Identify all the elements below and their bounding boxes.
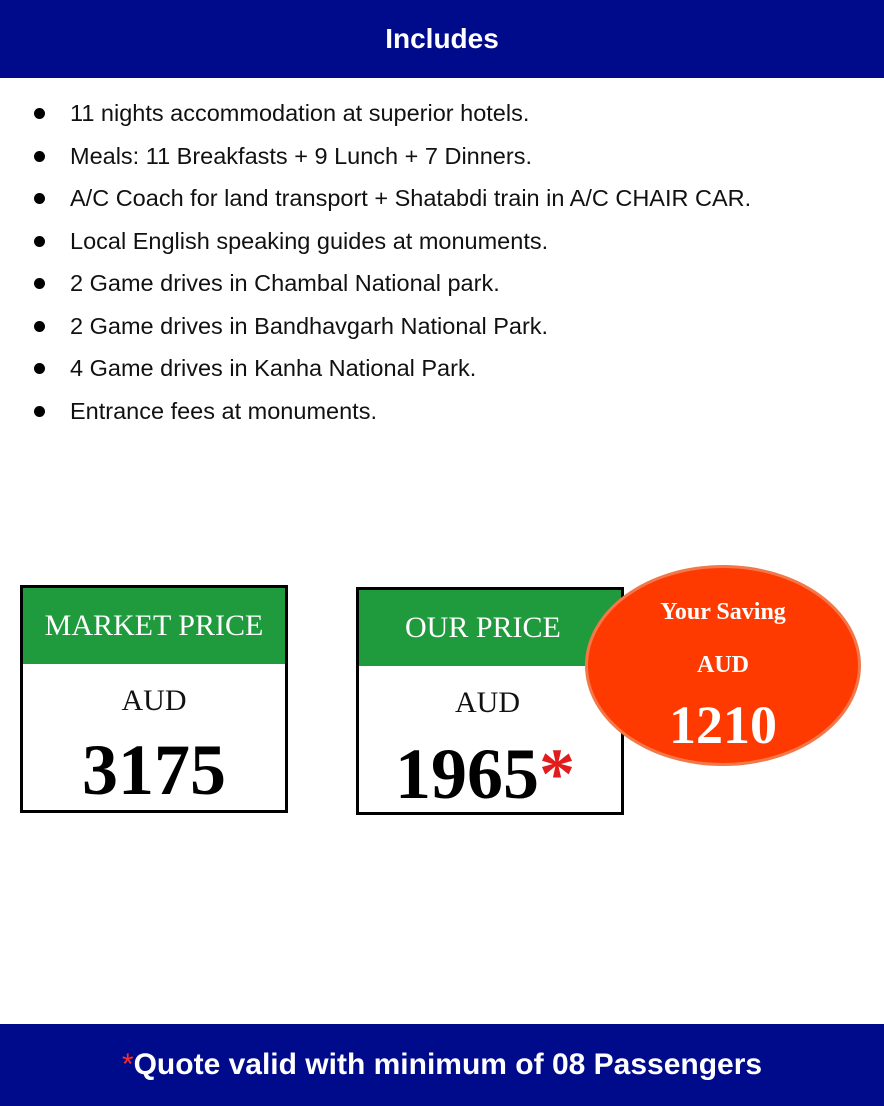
bullet-icon [34,236,45,247]
list-item-text: 2 Game drives in Bandhavgarh National Park. [70,312,549,339]
market-price-amount: 3175 [82,730,226,810]
list-item [0,305,884,348]
bullet-icon [34,151,45,162]
asterisk-marker: * [539,734,575,814]
our-price-amount: 1965 [395,734,539,814]
bullet-icon [34,321,45,332]
saving-label: Your Saving [660,599,786,625]
market-price-currency: AUD [121,684,187,717]
saving-amount: 1210 [669,695,777,755]
our-price-label: OUR PRICE [359,590,621,666]
saving-currency: AUD [697,652,749,678]
list-item-text: 2 Game drives in Chambal National park. [70,270,500,296]
list-item-text: Local English speaking guides at monuments. [70,227,549,254]
bullet-icon [34,108,45,119]
footer-note: Quote valid with minimum of 08 Passengers [133,1048,763,1081]
bullet-icon [34,278,45,289]
list-item-text: A/C Coach for land transport + Shatabdi train in A/C CHAIR CAR. [70,185,752,211]
list-item [0,347,884,390]
list-item [0,177,884,220]
list-item-text: Meals: 11 Breakfasts + 9 Lunch + 7 Dinners. [70,142,532,169]
includes-header [0,0,884,78]
saving-badge [585,565,861,766]
includes-list [0,92,884,432]
list-item [0,390,884,433]
list-item [0,262,884,305]
list-item [0,92,884,135]
our-price-currency: AUD [455,686,520,719]
includes-title: Includes [385,23,499,54]
list-item-text: 4 Game drives in Kanha National Park. [70,355,477,381]
list-item [0,220,884,263]
our-price-amount-row [359,734,621,814]
our-price-card [356,587,624,815]
bullet-icon [34,406,45,417]
list-item-text: 11 nights accommodation at superior hotels. [70,100,530,126]
market-price-label: MARKET PRICE [23,588,285,664]
list-item-text: Entrance fees at monuments. [70,397,377,424]
bullet-icon [34,363,45,374]
market-price-card [20,585,288,813]
footer-banner [0,1024,884,1106]
bullet-icon [34,193,45,204]
list-item [0,135,884,178]
asterisk-marker: * [121,1048,134,1081]
